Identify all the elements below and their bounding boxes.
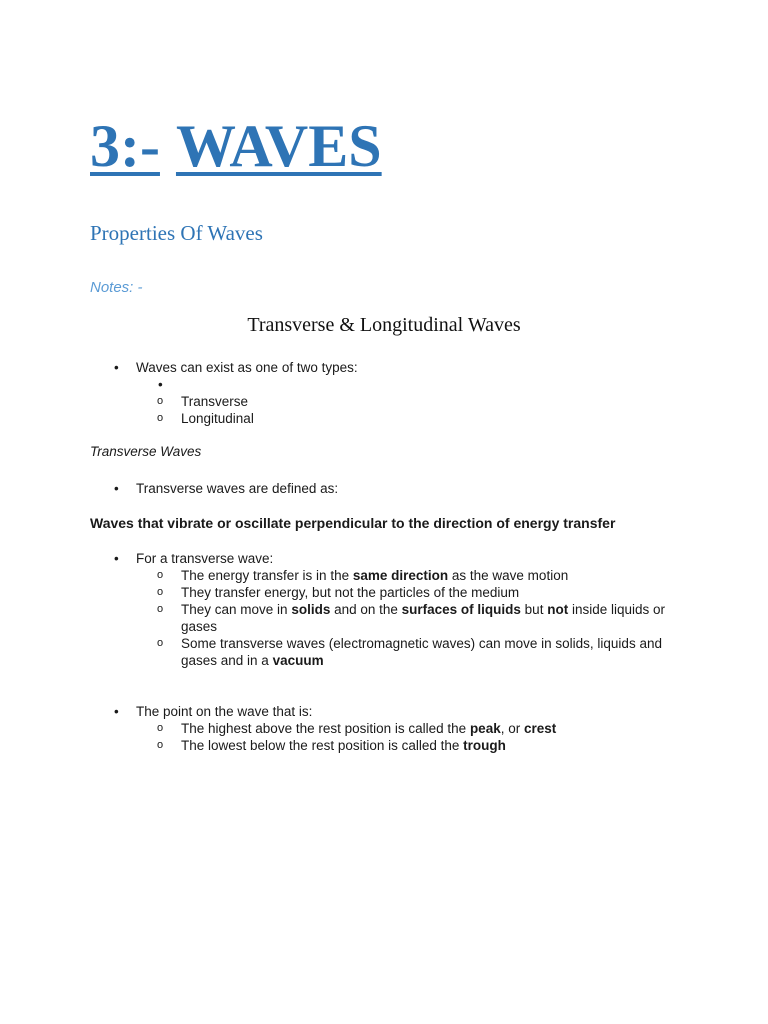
circle-bullet-icon: o xyxy=(157,603,164,615)
bold-run: trough xyxy=(463,738,506,753)
list-item xyxy=(136,635,694,669)
text-run: They transfer energy, but not the particles of the medium xyxy=(181,585,520,600)
bullet-icon: • xyxy=(158,377,163,392)
list-item xyxy=(136,737,694,754)
properties-list xyxy=(114,550,694,669)
definition-intro: Transverse waves are defined as: xyxy=(136,481,339,496)
points-sublist xyxy=(136,720,694,754)
circle-bullet-icon: o xyxy=(157,637,164,649)
list-item xyxy=(114,550,694,669)
list-item xyxy=(136,601,694,635)
text-run: and on the xyxy=(330,602,402,617)
transverse-subheading: Transverse Waves xyxy=(90,444,202,459)
list-item xyxy=(136,720,694,737)
bold-run: vacuum xyxy=(272,653,324,668)
type-transverse: Transverse xyxy=(181,394,249,409)
document-title xyxy=(90,108,382,184)
wave-types-list xyxy=(114,359,694,427)
bold-run: peak xyxy=(469,721,501,736)
circle-bullet-icon: o xyxy=(157,569,164,581)
wave-types-sublist xyxy=(136,393,694,427)
text-run: inside liquids or gases xyxy=(181,602,666,634)
bullet-icon: • xyxy=(114,551,119,566)
text-run: Some transverse waves (electromagnetic waves) can move in solids, liquids and gases and in a xyxy=(181,636,662,668)
list-item xyxy=(136,584,694,601)
title-word: WAVES xyxy=(175,113,382,179)
title-number: 3:- xyxy=(90,113,160,179)
definition-text: Waves that vibrate or oscillate perpendicular to the direction of energy transfer xyxy=(90,515,616,531)
properties-sublist xyxy=(136,567,694,669)
text-run: They can move in xyxy=(181,602,292,617)
wave-types-intro: Waves can exist as one of two types: xyxy=(136,360,358,375)
empty-sub-bullet xyxy=(136,376,694,393)
list-item xyxy=(114,703,694,754)
bullet-icon: • xyxy=(114,360,119,375)
document-subtitle: Properties Of Waves xyxy=(90,221,263,245)
points-intro: The point on the wave that is: xyxy=(136,704,313,719)
circle-bullet-icon: o xyxy=(157,412,164,424)
notes-label: Notes: - xyxy=(90,279,143,296)
definition-intro-list xyxy=(114,480,694,497)
properties-intro: For a transverse wave: xyxy=(136,551,274,566)
list-item xyxy=(114,480,694,497)
list-item xyxy=(114,359,694,427)
text-run: The lowest below the rest position is called the xyxy=(181,738,464,753)
bold-run: not xyxy=(547,602,569,617)
circle-bullet-icon: o xyxy=(157,586,164,598)
bold-run: same direction xyxy=(352,568,449,583)
type-longitudinal: Longitudinal xyxy=(181,411,254,426)
text-run: The highest above the rest position is called the xyxy=(181,721,470,736)
text-run: The energy transfer is in the xyxy=(181,568,353,583)
circle-bullet-icon: o xyxy=(157,739,164,751)
section-heading: Transverse & Longitudinal Waves xyxy=(247,314,521,336)
bold-run: crest xyxy=(523,721,557,736)
text-run: as the wave motion xyxy=(448,568,569,583)
list-item xyxy=(136,567,694,584)
bold-run: solids xyxy=(291,602,331,617)
bullet-icon: • xyxy=(114,704,119,719)
circle-bullet-icon: o xyxy=(157,395,164,407)
text-run: but xyxy=(520,602,548,617)
text-run: , or xyxy=(500,721,524,736)
bold-run: surfaces of liquids xyxy=(401,602,521,617)
list-item xyxy=(136,393,694,410)
wave-points-list xyxy=(114,703,694,754)
bullet-icon: • xyxy=(114,481,119,496)
list-item xyxy=(136,410,694,427)
circle-bullet-icon: o xyxy=(157,722,164,734)
